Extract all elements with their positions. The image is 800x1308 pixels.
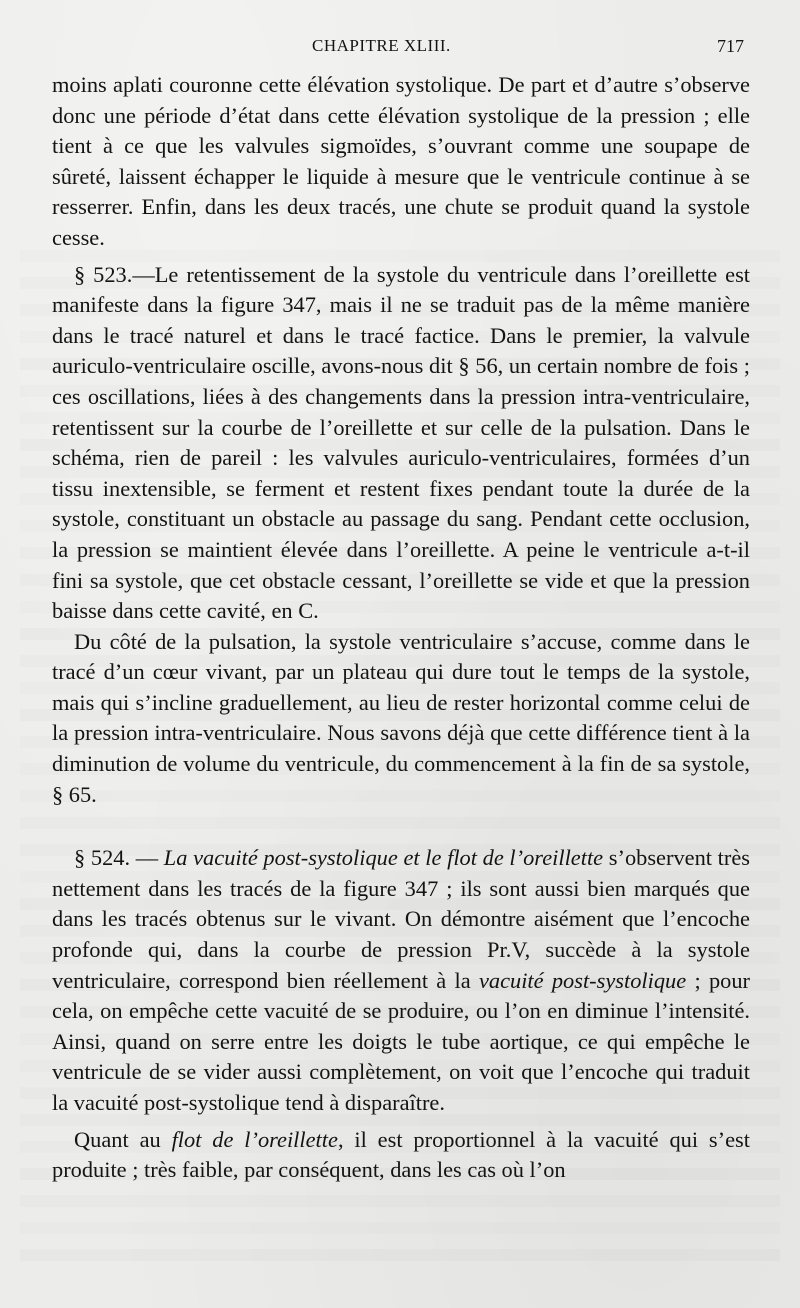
paragraph-524 [52,843,750,1118]
paragraph-continued: moins aplati couronne cette élévation systolique. De part et d’autre s’observe donc une période d’état dans cette élévation systolique de la pression ; elle tient à ce que les valvules sigmoïdes, s’ouvrant comme une soupape de sûreté, laissent échapper le liquide à mesure que le ventricule continue à se resserrer. Enfin, dans les deux tracés, une chute se produit quand la systole cesse. [52,72,750,250]
paragraph-pulsation: Du côté de la pulsation, la systole ventriculaire s’accuse, comme dans le tracé d’un cœur vivant, par un plateau qui dure tout le temps de la systole, mais qui s’incline graduellement, au lieu de rester horizontal comme celui de la pression intra-ventriculaire. Nous savons déjà que cette différence tient à la diminution de volume du ventricule, du commencement à la fin de sa systole, § 65. [52,628,750,807]
body-text [52,70,750,1186]
running-header [0,36,800,66]
paragraph-flot [52,1125,750,1186]
paragraph-flot-text-b: , il est proportionnel à la vacuité qui s’est produite ; très faible, par conséquent, dans les cas où l’on [52,1126,750,1183]
show-through-line [20,1222,780,1234]
italic-term: vacuité post-systolique [478,967,687,993]
section-mark: § 524. — [74,845,164,871]
section-spacer [52,810,750,843]
italic-term-flot: flot de l’oreillette [171,1126,338,1152]
show-through-line [20,1195,780,1207]
show-through-line [20,1249,780,1261]
paragraph-524-text-b: ; pour cela, on empêche cette vacuité de se produire, ou l’on en diminue l’intensité. Ainsi, quand on serre entre les doigts le tube aortique, ce qui empêche le ventricule de se vider aussi complètement, on voit que l’encoche qui traduit la vacuité post-systolique tend à disparaître. [52,967,750,1115]
paragraph-flot-text-a: Quant au [74,1126,172,1152]
paragraph-523: § 523.—Le retentissement de la systole du ventricule dans l’oreillette est manifeste dans la figure 347, mais il ne se traduit pas de la même manière dans le tracé naturel et dans le tracé factice. Dans le premier, la valvule auriculo-ventriculaire oscille, avons-nous dit § 56, un certain nombre de fois ; ces oscillations, liées à des changements dans la pression intra-ventriculaire, retentissent sur la courbe de l’oreillette et sur celle de la pulsation. Dans le schéma, rien de pareil : les valvules auriculo-ventriculaires, formées d’un tissu inextensible, se ferment et restent fixes pendant toute la durée de la systole, constituant un obstacle au passage du sang. Pendant cette occlusion, la pression se maintient élevée dans l’oreillette. A peine le ventricule a-t-il fini sa systole, que cet obstacle cessant, l’oreillette se vide et que la pression baisse dans cette cavité, en C. [52,261,750,624]
italic-heading: La vacuité post-systolique et le flot de l’oreillette [163,845,604,871]
page-number: 717 [717,36,744,56]
paragraph-524-text-a: s’observent très nettement dans les tracés de la figure 347 ; ils sont aussi bien marqués que dans les tracés obtenus sur le vivant. On démontre aisément que l’encoche profonde qui, dans la courbe de pression Pr.V, succède à la systole ventriculaire, correspond bien réellement à la [52,845,750,993]
chapter-heading: CHAPITRE XLIII. [312,36,451,55]
